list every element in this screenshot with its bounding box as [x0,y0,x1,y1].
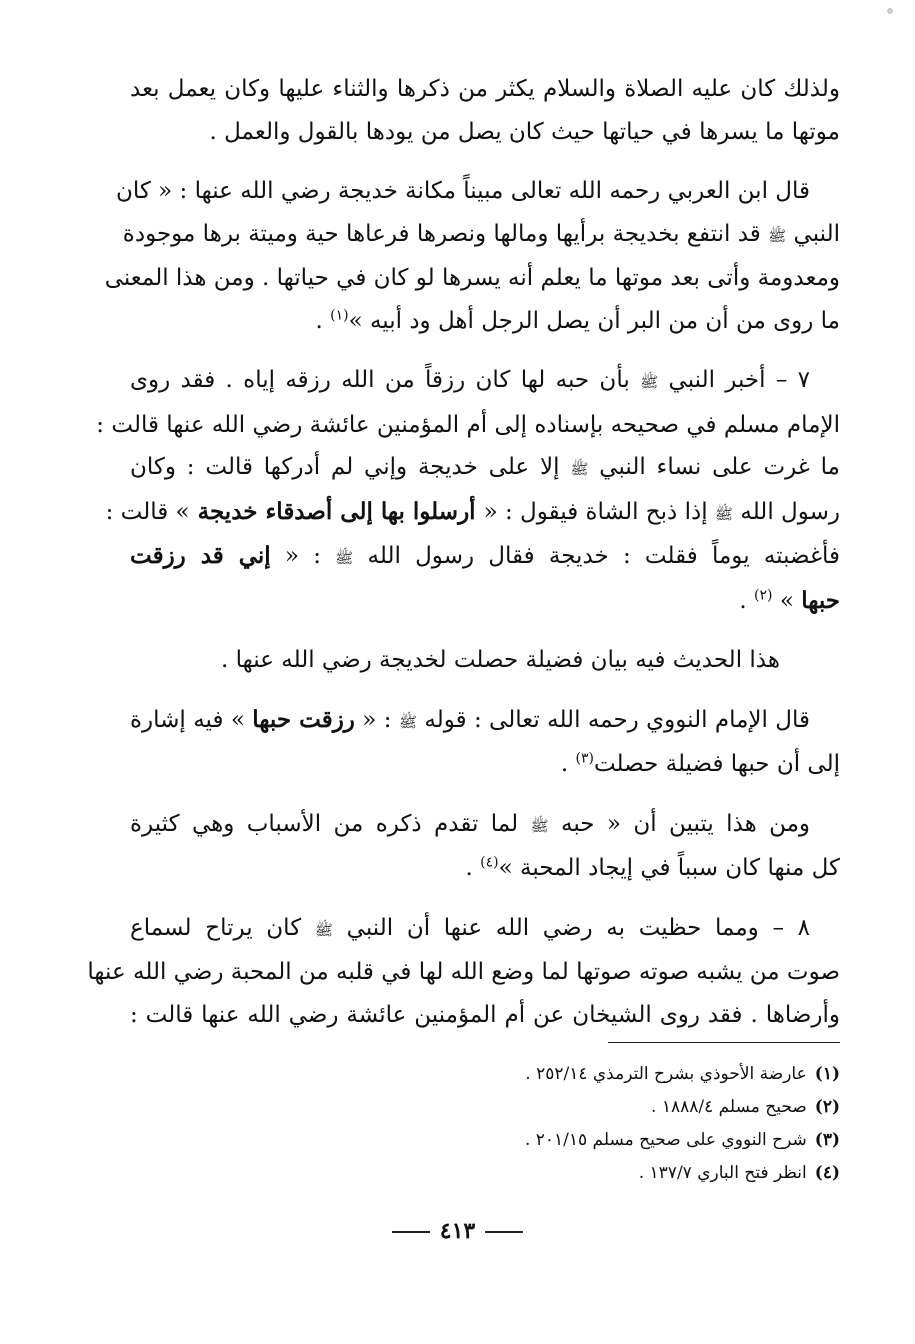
footnotes [300,1058,840,1190]
hadith-quote: أرسلوا بها إلى أصدقاء خديجة [189,497,484,525]
footnote-number: (٢) [814,1097,840,1117]
paragraph-2 [104,170,840,342]
text-fragment: قال الإمام النووي رحمه الله تعالى : قوله [424,706,810,733]
text-line [130,580,840,623]
salla-glyph: ﷺ [314,920,333,939]
text-fragment: » فيه إشارة [130,706,253,733]
text-line: ولذلك كان عليه الصلاة والسلام يكثر من ذكرها والثناء عليها وكان يعمل بعد [130,76,840,102]
text-line: قال ابن العربي رحمه الله تعالى مبيناً مكانة خديجة رضي الله عنها : « كان [116,178,810,204]
text-fragment: قد انتفع بخديجة برأيها ومالها ونصرها فرعاها حية وميتة برها موجودة [122,220,761,247]
footnote-ref: (٢) [754,586,773,603]
text-line: هذا الحديث فيه بيان فضيلة حصلت لخديجة رضي الله عنها . [221,647,780,673]
text-fragment: . [315,307,331,334]
text-fragment: إلا على خديجة وإني لم أدركها قالت : وكان [130,454,560,480]
footnote-number: (١) [814,1064,840,1084]
text-line: وأرضاها . فقد روى الشيخان عن أم المؤمنين عائشة رضي الله عنها قالت : [130,1001,840,1028]
page-number-dash [392,1231,430,1233]
text-line [130,803,840,848]
text-fragment: ما غرت على نساء النبي [599,454,840,480]
text-line [130,907,840,952]
text-fragment: كل منها كان سبباً في إيجاد المحبة » [498,855,840,881]
salla-glyph: ﷺ [570,460,589,478]
footnote-item [300,1157,840,1190]
text-fragment: لما تقدم ذكره من الأسباب وهي كثيرة [130,810,519,837]
text-fragment: ومن هذا يتبين أن « حبه [561,810,811,837]
text-fragment: ٨ – ومما حظيت به رضي الله عنها أن النبي [346,914,811,941]
text-fragment: . [465,855,481,881]
salla-glyph: ﷺ [768,226,787,245]
salla-glyph: ﷺ [640,373,659,391]
footnote-ref: (١) [330,306,349,323]
footnote-item [300,1124,840,1157]
salla-glyph: ﷺ [335,549,354,567]
paragraph-3 [96,359,841,622]
main-text [87,68,841,1053]
page-number [0,1218,915,1244]
text-fragment: إلى أن حبها فضيلة حصلت [593,751,840,777]
salla-glyph: ﷺ [530,816,549,835]
text-line [105,491,840,536]
text-line: الإمام مسلم في صحيحه بإسناده إلى أم المؤمنين عائشة رضي الله عنها قالت : [96,411,840,438]
paragraph-6 [130,803,840,890]
text-line [130,359,840,404]
text-line [130,535,840,580]
text-line [130,699,840,744]
salla-glyph: ﷺ [398,712,417,731]
text-fragment: » [772,587,802,614]
text-fragment: » قالت : [105,498,190,525]
text-fragment: فأغضبته يوماً فقلت : خديجة فقال رسول الله [367,543,841,569]
footnote-number: (٣) [814,1130,840,1150]
text-fragment: بأن حبه لها كان رزقاً من الله رزقه إياه . فقد روى [130,367,630,393]
text-line: ومعدومة وأتى بعد موتها ما يعلم أنه يسرها لو كان في حياتها . ومن هذا المعنى [104,265,840,291]
text-line [130,446,840,491]
footnote-item [300,1091,840,1124]
scan-speck [887,8,893,14]
footnote-ref: (٣) [575,750,594,767]
text-line [130,847,840,890]
footnote-text: انظر فتح الباري ١٣٧/٧ . [638,1163,807,1183]
text-fragment: رسول الله [740,498,840,525]
footnote-number: (٤) [814,1163,840,1183]
footnote-divider [608,1042,840,1043]
footnote-ref: (٤) [480,854,499,871]
footnote-text: شرح النووي على صحيح مسلم ٢٠١/١٥ . [524,1130,807,1150]
footnote-text: صحيح مسلم ١٨٨٨/٤ . [651,1097,807,1117]
text-line [130,300,840,343]
text-fragment: ٧ – أخبر النبي [668,367,811,393]
paragraph-5 [130,699,840,786]
paragraph-1 [130,68,840,153]
hadith-quote: حبها [801,586,840,614]
text-line: موتها ما يسرها في حياتها حيث كان يصل من يودها بالقول والعمل . [209,118,840,145]
text-fragment: إذا ذبح الشاة فيقول : « [483,498,708,525]
text-fragment: . [560,751,576,777]
text-fragment: النبي [793,220,840,247]
salla-glyph: ﷺ [714,504,734,523]
text-fragment: : « [270,543,336,569]
hadith-quote: إني قد رزقت [130,542,271,569]
text-fragment: ما روى من أن من البر أن يصل الرجل أهل ود أبيه » [348,307,840,334]
page-number-value: ٤١٣ [439,1218,476,1244]
text-line [130,743,840,786]
text-fragment: . [739,587,755,614]
hadith-quote: رزقت حبها [252,705,355,733]
text-fragment: : « [354,706,399,733]
paragraph-7 [87,907,840,1037]
footnote-item [300,1058,840,1091]
text-fragment: كان يرتاح لسماع [130,914,302,941]
footnote-text: عارضة الأحوذي بشرح الترمذي ٢٥٢/١٤ . [525,1064,807,1084]
paragraph-4 [130,639,840,682]
text-line: صوت من يشبه صوته صوتها لما وضع الله لها في قلبه من المحبة رضي الله عنها [87,959,840,985]
page-number-dash [485,1231,523,1233]
text-line [122,213,840,258]
